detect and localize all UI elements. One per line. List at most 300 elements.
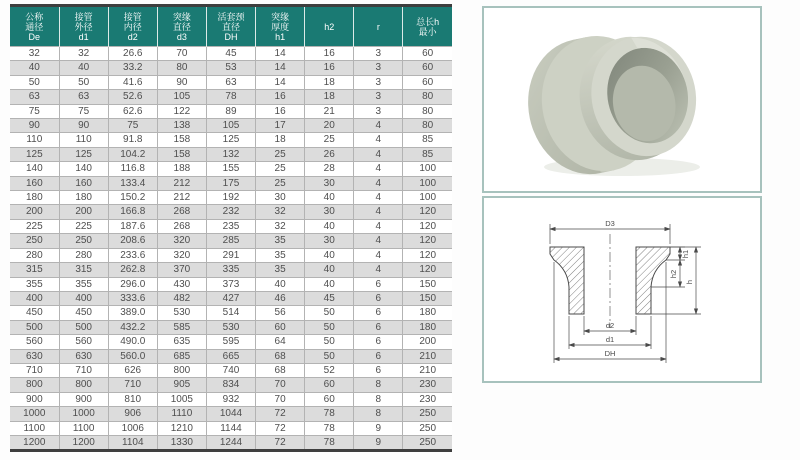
table-cell: 75 [10, 104, 59, 118]
table-cell: 8 [354, 392, 403, 406]
table-cell: 25 [256, 162, 305, 176]
table-cell: 70 [157, 47, 206, 61]
table-cell: 120 [403, 248, 452, 262]
table-cell: 30 [305, 234, 354, 248]
table-cell: 400 [59, 291, 108, 305]
table-cell: 80 [403, 119, 452, 133]
table-cell: 900 [10, 392, 59, 406]
table-cell: 626 [108, 363, 157, 377]
table-cell: 4 [354, 133, 403, 147]
table-cell: 1244 [206, 435, 255, 450]
table-cell: 1144 [206, 421, 255, 435]
table-cell: 150 [403, 291, 452, 305]
table-cell: 21 [305, 104, 354, 118]
dim-label-d3: D3 [605, 219, 615, 228]
table-row [10, 119, 452, 133]
table-cell: 1000 [59, 407, 108, 421]
table-cell: 630 [59, 349, 108, 363]
table-cell: 285 [206, 234, 255, 248]
table-cell: 514 [206, 306, 255, 320]
table-row [10, 104, 452, 118]
table-cell: 64 [256, 335, 305, 349]
table-cell: 16 [256, 90, 305, 104]
table-cell: 16 [256, 104, 305, 118]
table-cell: 40 [59, 61, 108, 75]
table-cell: 192 [206, 191, 255, 205]
table-cell: 3 [354, 90, 403, 104]
table-cell: 80 [403, 104, 452, 118]
table-cell: 68 [256, 363, 305, 377]
table-cell: 63 [10, 90, 59, 104]
table-cell: 450 [10, 306, 59, 320]
table-cell: 150.2 [108, 191, 157, 205]
table-cell: 122 [157, 104, 206, 118]
table-cell: 85 [403, 133, 452, 147]
table-cell: 1200 [10, 435, 59, 450]
table-cell: 355 [59, 277, 108, 291]
table-cell: 180 [403, 320, 452, 334]
table-cell: 40 [256, 277, 305, 291]
table-cell: 500 [10, 320, 59, 334]
table-cell: 9 [354, 435, 403, 450]
table-cell: 490.0 [108, 335, 157, 349]
table-cell: 3 [354, 47, 403, 61]
table-cell: 3 [354, 104, 403, 118]
table-cell: 110 [10, 133, 59, 147]
table-row [10, 392, 452, 406]
table-cell: 60 [305, 378, 354, 392]
table-cell: 158 [157, 147, 206, 161]
product-photo-stub-end [502, 15, 742, 185]
table-cell: 333.6 [108, 291, 157, 305]
table-cell: 280 [59, 248, 108, 262]
table-cell: 166.8 [108, 205, 157, 219]
table-cell: 6 [354, 291, 403, 305]
table-row [10, 219, 452, 233]
table-cell: 9 [354, 421, 403, 435]
table-cell: 1006 [108, 421, 157, 435]
table-cell: 40 [305, 219, 354, 233]
table-cell: 50 [59, 75, 108, 89]
column-header-line: 突缘 [271, 11, 290, 22]
table-row [10, 162, 452, 176]
table-cell: 210 [403, 363, 452, 377]
table-cell: 315 [10, 263, 59, 277]
table-cell: 35 [256, 263, 305, 277]
table-cell: 268 [157, 219, 206, 233]
table-cell: 3 [354, 61, 403, 75]
table-cell: 355 [10, 277, 59, 291]
technical-drawing-cross-section [484, 198, 760, 381]
column-header-line: 直径 [172, 21, 191, 32]
table-cell: 78 [206, 90, 255, 104]
column-header-line: 最小 [418, 26, 437, 37]
column-header-line: 外径 [74, 21, 93, 32]
table-cell: 40 [10, 61, 59, 75]
table-cell: 90 [59, 119, 108, 133]
table-cell: 905 [157, 378, 206, 392]
table-cell: 208.6 [108, 234, 157, 248]
table-cell: 25 [256, 176, 305, 190]
table-cell: 212 [157, 191, 206, 205]
table-cell: 17 [256, 119, 305, 133]
table-cell: 140 [10, 162, 59, 176]
table-cell: 125 [10, 147, 59, 161]
table-cell: 800 [157, 363, 206, 377]
table-cell: 482 [157, 291, 206, 305]
table-cell: 26.6 [108, 47, 157, 61]
dim-label-d1: d1 [605, 335, 615, 344]
table-cell: 60 [305, 392, 354, 406]
table-cell: 1100 [59, 421, 108, 435]
table-cell: 80 [403, 90, 452, 104]
table-cell: 75 [59, 104, 108, 118]
table-cell: 30 [305, 205, 354, 219]
table-cell: 230 [403, 378, 452, 392]
column-header-line: 内径 [123, 21, 142, 32]
column-header [59, 6, 108, 47]
table-cell: 834 [206, 378, 255, 392]
column-header-line: 直径 [221, 21, 240, 32]
table-cell: 120 [403, 219, 452, 233]
table-cell: 32 [59, 47, 108, 61]
header-row [10, 6, 452, 47]
column-header-line: d3 [176, 31, 187, 42]
table-cell: 373 [206, 277, 255, 291]
table-cell: 932 [206, 392, 255, 406]
table-cell: 585 [157, 320, 206, 334]
table-cell: 85 [403, 147, 452, 161]
table-cell: 232 [206, 205, 255, 219]
table-cell: 150 [403, 277, 452, 291]
table-cell: 180 [10, 191, 59, 205]
table-cell: 630 [10, 349, 59, 363]
table-cell: 30 [305, 176, 354, 190]
table-cell: 1330 [157, 435, 206, 450]
table-cell: 800 [10, 378, 59, 392]
table-row [10, 320, 452, 334]
table-cell: 4 [354, 263, 403, 277]
table-cell: 100 [403, 191, 452, 205]
table-cell: 72 [256, 407, 305, 421]
table-cell: 810 [108, 392, 157, 406]
column-header [108, 6, 157, 47]
table-cell: 16 [305, 47, 354, 61]
table-cell: 1200 [59, 435, 108, 450]
column-header-line: De [28, 31, 41, 42]
column-header-line: 总长h [416, 16, 440, 27]
table-cell: 235 [206, 219, 255, 233]
table-cell: 6 [354, 306, 403, 320]
column-header-line: h1 [275, 31, 286, 42]
table-row [10, 248, 452, 262]
table-cell: 60 [403, 75, 452, 89]
table-cell: 710 [108, 378, 157, 392]
table-cell: 4 [354, 205, 403, 219]
column-header [403, 6, 452, 47]
table-cell: 635 [157, 335, 206, 349]
table-cell: 20 [305, 119, 354, 133]
table-row [10, 234, 452, 248]
table-cell: 225 [59, 219, 108, 233]
table-cell: 250 [403, 435, 452, 450]
table-cell: 120 [403, 234, 452, 248]
table-cell: 4 [354, 191, 403, 205]
table-cell: 320 [157, 248, 206, 262]
table-cell: 56 [256, 306, 305, 320]
table-cell: 18 [305, 75, 354, 89]
table-cell: 530 [157, 306, 206, 320]
table-row [10, 306, 452, 320]
column-header [305, 6, 354, 47]
table-cell: 52 [305, 363, 354, 377]
table-cell: 16 [305, 61, 354, 75]
table-row [10, 378, 452, 392]
table-cell: 25 [305, 133, 354, 147]
table-cell: 32 [256, 219, 305, 233]
table-row [10, 335, 452, 349]
table-row [10, 363, 452, 377]
table-cell: 280 [10, 248, 59, 262]
column-header [354, 6, 403, 47]
table-cell: 18 [256, 133, 305, 147]
table-row [10, 133, 452, 147]
table-cell: 335 [206, 263, 255, 277]
table-cell: 685 [157, 349, 206, 363]
table-cell: 45 [206, 47, 255, 61]
table-cell: 250 [59, 234, 108, 248]
table-cell: 233.6 [108, 248, 157, 262]
table-row [10, 435, 452, 450]
table-cell: 70 [256, 392, 305, 406]
table-cell: 60 [403, 47, 452, 61]
table-cell: 740 [206, 363, 255, 377]
product-ring [516, 17, 709, 185]
table-cell: 175 [206, 176, 255, 190]
table-cell: 710 [10, 363, 59, 377]
column-header-line: d1 [78, 31, 89, 42]
table-cell: 62.6 [108, 104, 157, 118]
table-row [10, 191, 452, 205]
table-cell: 78 [305, 421, 354, 435]
table-cell: 75 [108, 119, 157, 133]
technical-drawing-panel [482, 196, 762, 383]
table-cell: 78 [305, 407, 354, 421]
table-cell: 50 [305, 306, 354, 320]
column-header-line: 接管 [123, 11, 142, 22]
table-cell: 188 [157, 162, 206, 176]
table-cell: 1100 [10, 421, 59, 435]
table-cell: 50 [305, 349, 354, 363]
table-cell: 63 [59, 90, 108, 104]
table-cell: 116.8 [108, 162, 157, 176]
column-header-line: 通径 [25, 21, 44, 32]
table-cell: 132 [206, 147, 255, 161]
table-cell: 500 [59, 320, 108, 334]
table-cell: 52.6 [108, 90, 157, 104]
table-cell: 665 [206, 349, 255, 363]
table-cell: 560.0 [108, 349, 157, 363]
table-cell: 100 [403, 162, 452, 176]
table-cell: 530 [206, 320, 255, 334]
table-row [10, 263, 452, 277]
table-cell: 210 [403, 349, 452, 363]
table-cell: 100 [403, 176, 452, 190]
column-header-line: 突缘 [172, 11, 191, 22]
table-cell: 1044 [206, 407, 255, 421]
table-cell: 40 [305, 277, 354, 291]
table-cell: 40 [305, 191, 354, 205]
spec-table [10, 4, 452, 452]
column-header-line: DH [224, 31, 238, 42]
table-cell: 1000 [10, 407, 59, 421]
column-header-line: r [376, 21, 380, 32]
table-cell: 91.8 [108, 133, 157, 147]
table-cell: 296.0 [108, 277, 157, 291]
product-photo-panel [482, 6, 762, 193]
table-cell: 6 [354, 363, 403, 377]
dim-label-h2: h2 [669, 269, 678, 279]
table-cell: 133.4 [108, 176, 157, 190]
table-cell: 180 [403, 306, 452, 320]
column-header-line: 活套颈 [217, 11, 245, 22]
dim-label-dh: DH [604, 349, 616, 358]
table-cell: 180 [59, 191, 108, 205]
table-cell: 125 [59, 147, 108, 161]
table-cell: 225 [10, 219, 59, 233]
table-row [10, 407, 452, 421]
table-cell: 6 [354, 335, 403, 349]
column-header-line: h2 [324, 21, 335, 32]
table-cell: 140 [59, 162, 108, 176]
table-cell: 35 [256, 234, 305, 248]
table-cell: 4 [354, 147, 403, 161]
table-cell: 90 [157, 75, 206, 89]
table-cell: 46 [256, 291, 305, 305]
table-cell: 35 [256, 248, 305, 262]
table-cell: 6 [354, 277, 403, 291]
dim-label-d2: d2 [605, 321, 615, 330]
table-cell: 900 [59, 392, 108, 406]
table-cell: 262.8 [108, 263, 157, 277]
table-cell: 1104 [108, 435, 157, 450]
table-cell: 72 [256, 435, 305, 450]
table-cell: 291 [206, 248, 255, 262]
table-row [10, 349, 452, 363]
table-cell: 4 [354, 219, 403, 233]
table-cell: 60 [256, 320, 305, 334]
table-cell: 72 [256, 421, 305, 435]
table-cell: 268 [157, 205, 206, 219]
table-cell: 53 [206, 61, 255, 75]
table-cell: 1210 [157, 421, 206, 435]
table-cell: 160 [10, 176, 59, 190]
table-cell: 155 [206, 162, 255, 176]
table-cell: 63 [206, 75, 255, 89]
table-cell: 1005 [157, 392, 206, 406]
table-cell: 33.2 [108, 61, 157, 75]
dim-label-h: h [685, 279, 694, 285]
column-header-line: d2 [127, 31, 138, 42]
table-cell: 8 [354, 407, 403, 421]
column-header [10, 6, 59, 47]
table-cell: 432.2 [108, 320, 157, 334]
table-cell: 187.6 [108, 219, 157, 233]
table-cell: 90 [10, 119, 59, 133]
table-cell: 120 [403, 205, 452, 219]
table-cell: 4 [354, 248, 403, 262]
table-cell: 50 [10, 75, 59, 89]
table-cell: 28 [305, 162, 354, 176]
table-cell: 4 [354, 176, 403, 190]
table-cell: 80 [157, 61, 206, 75]
table-cell: 212 [157, 176, 206, 190]
table-cell: 3 [354, 75, 403, 89]
table-cell: 41.6 [108, 75, 157, 89]
table-cell: 250 [10, 234, 59, 248]
table-cell: 68 [256, 349, 305, 363]
table-row [10, 277, 452, 291]
table-row [10, 176, 452, 190]
table-cell: 370 [157, 263, 206, 277]
table-cell: 200 [403, 335, 452, 349]
table-cell: 70 [256, 378, 305, 392]
table-cell: 250 [403, 421, 452, 435]
table-cell: 230 [403, 392, 452, 406]
table-cell: 389.0 [108, 306, 157, 320]
table-cell: 200 [59, 205, 108, 219]
table-cell: 4 [354, 234, 403, 248]
table-cell: 6 [354, 349, 403, 363]
table-cell: 14 [256, 75, 305, 89]
table-cell: 14 [256, 47, 305, 61]
column-header [256, 6, 305, 47]
table-row [10, 421, 452, 435]
table-cell: 50 [305, 335, 354, 349]
table-cell: 26 [305, 147, 354, 161]
table-cell: 250 [403, 407, 452, 421]
table-cell: 60 [403, 61, 452, 75]
table-cell: 560 [59, 335, 108, 349]
table-cell: 120 [403, 263, 452, 277]
table-cell: 710 [59, 363, 108, 377]
table-cell: 320 [157, 234, 206, 248]
table-cell: 6 [354, 320, 403, 334]
table-row [10, 291, 452, 305]
table-cell: 4 [354, 119, 403, 133]
table-cell: 110 [59, 133, 108, 147]
table-cell: 560 [10, 335, 59, 349]
table-cell: 200 [10, 205, 59, 219]
column-header [206, 6, 255, 47]
table-cell: 89 [206, 104, 255, 118]
table-cell: 32 [256, 205, 305, 219]
table-cell: 105 [206, 119, 255, 133]
dim-label-h1: h1 [681, 249, 690, 259]
column-header [157, 6, 206, 47]
table-cell: 160 [59, 176, 108, 190]
table-row [10, 61, 452, 75]
table-row [10, 205, 452, 219]
table-cell: 430 [157, 277, 206, 291]
table-cell: 427 [206, 291, 255, 305]
table-cell: 25 [256, 147, 305, 161]
table-cell: 78 [305, 435, 354, 450]
column-header-line: 厚度 [271, 21, 290, 32]
column-header-line: 接管 [74, 11, 93, 22]
table-cell: 32 [10, 47, 59, 61]
table-cell: 105 [157, 90, 206, 104]
